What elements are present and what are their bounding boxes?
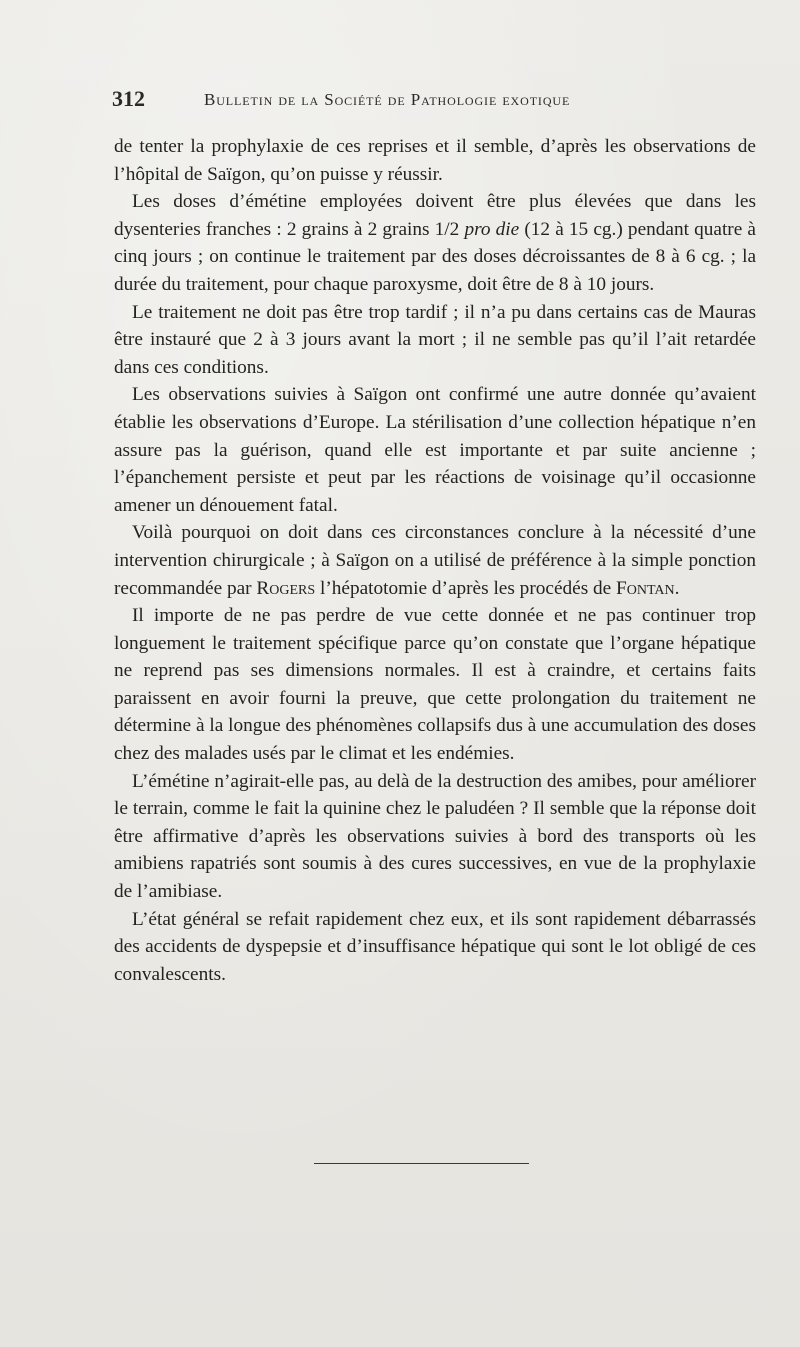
paragraph-2-italic: pro die (464, 218, 520, 240)
paragraph-1-text: de tenter la prophylaxie de ces reprises et il semble, d’après les observations de l’hôpital de Saïgon, qu’on puisse y réussir. (114, 136, 756, 185)
paragraph-6 (114, 602, 756, 768)
paragraph-5 (114, 519, 756, 602)
paragraph-1 (114, 133, 756, 188)
paragraph-7-text: L’émétine n’agirait-elle pas, au delà de la destruction des amibes, pour améliorer le terrain, comme le fait la quinine chez le paludéen ? Il semble que la réponse doit être affirmative d’après les observations suivies à bord des transports où les amibiens rapatriés sont soumis à des cures successives, en vue de la prophylaxie de l’amibiase. (114, 770, 756, 903)
author-name-rogers: Rogers (256, 577, 316, 599)
paragraph-4 (114, 381, 756, 519)
paragraph-7 (114, 768, 756, 906)
end-rule-divider (314, 1163, 529, 1164)
paragraph-5-text-before: Voilà pourquoi on doit dans ces circonstances conclure à la nécessité d’une intervention chirurgicale ; à Saïgon on a utilisé de préférence à la simple ponction recommandée par (114, 522, 756, 599)
paragraph-5-text-middle: l’hépatotomie d’après les procédés de (315, 577, 617, 599)
paragraph-8 (114, 906, 756, 989)
page-number: 312 (112, 86, 145, 111)
paragraph-3 (114, 299, 756, 382)
paragraph-6-text: Il importe de ne pas perdre de vue cette donnée et ne pas continuer trop longuement le traitement spécifique parce qu’on constate que l’organe hépatique ne reprend pas ses dimensions normales. Il est à craindre, et certains faits paraissent en avoir fourni la preuve, que cette prolongation du traitement ne détermine à la longue des phénomènes collapsifs dus à une accumulation des doses chez des malades usés par le climat et les endémies. (114, 605, 756, 765)
paragraph-4-text: Les observations suivies à Saïgon ont confirmé une autre donnée qu’avaient établie les observations d’Europe. La stérilisation d’une collection hépatique n’en assure pas la guérison, quand elle est importante et par suite ancienne ; l’épanchement persiste et peut par les réactions de voisinage qu’il occasionne amener un dénouement fatal. (114, 384, 756, 516)
paragraph-2-text-before: Les doses d’émétine employées doivent être plus élevées que dans les dysenteries franches : 2 grains à 2 grains 1/2 (114, 191, 756, 240)
paragraph-2-text-after: (12 à 15 cg.) pendant quatre à cinq jours ; on continue le traitement par des doses décroissantes de 8 à 6 cg. ; la durée du traitement, pour chaque paroxysme, doit être de 8 à 10 jours. (114, 218, 756, 295)
journal-title: Bulletin de la Société de Pathologie exotique (204, 90, 571, 109)
paragraph-5-text-after: . (674, 577, 680, 599)
running-head (112, 86, 672, 118)
paragraph-3-text: Le traitement ne doit pas être trop tardif ; il n’a pu dans certains cas de Mauras être instauré que 2 à 3 jours avant la mort ; il ne semble pas qu’il l’ait retardée dans ces conditions. (114, 301, 756, 378)
paragraph-8-text: L’état général se refait rapidement chez eux, et ils sont rapidement débarrassés des accidents de dyspepsie et d’insuffisance hépatique qui sont le lot obligé de ces convalescents. (114, 908, 756, 985)
paragraph-2 (114, 188, 756, 298)
author-name-fontan: Fontan (616, 577, 675, 599)
body-text (114, 133, 756, 988)
